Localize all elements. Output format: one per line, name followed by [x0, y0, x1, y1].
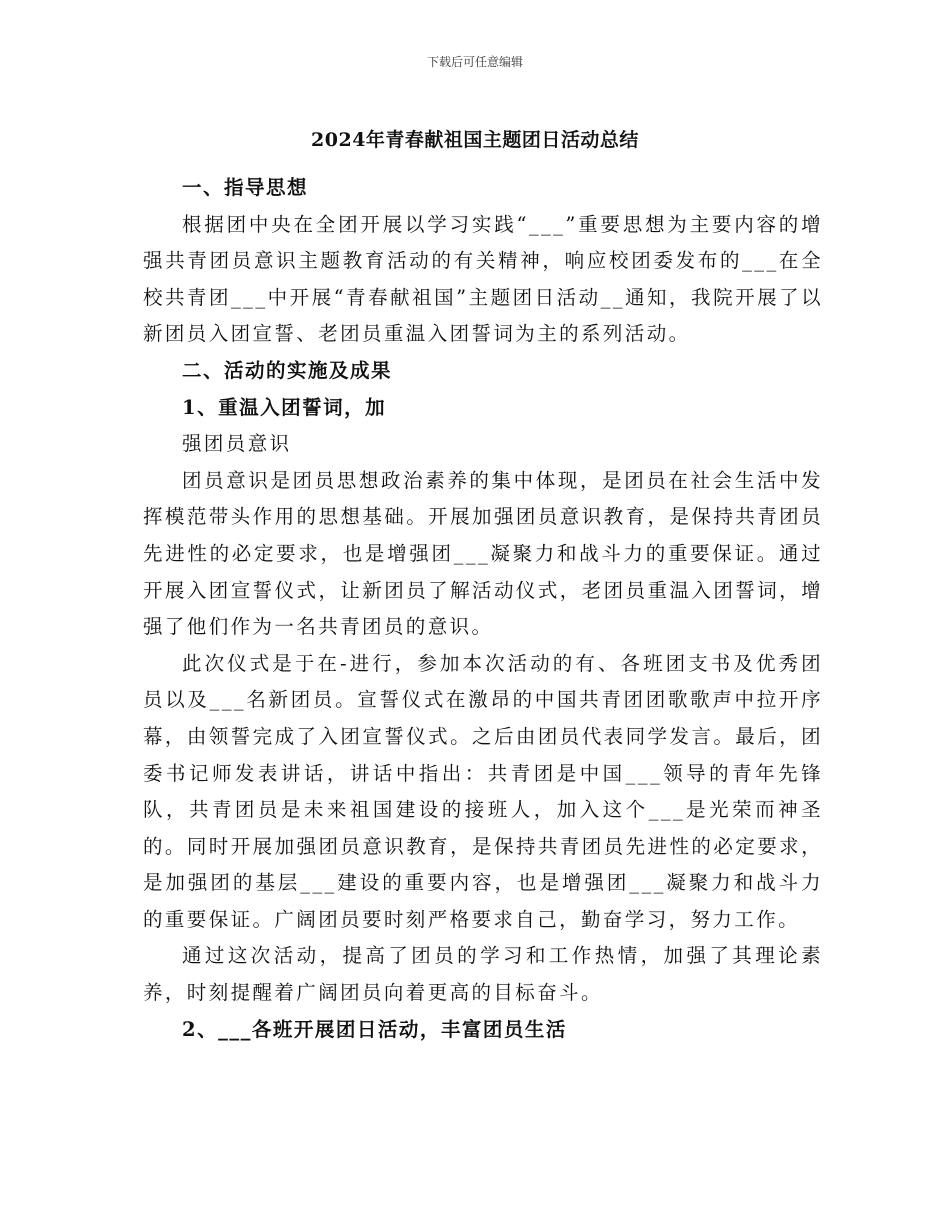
page-header-note: 下载后可任意编辑 — [426, 55, 523, 69]
paragraph-member-awareness: 团员意识是团员思想政治素养的集中体现，是团员在社会生活中发挥模范带头作用的思想基础。开展加强团员意识教育，是保持共青团员先进性的必定要求，也是增强团___凝聚力和战斗力的重要保证。通过开展入团宣誓仪式，让新团员了解活动仪式，老团员重温入团誓词，增强了他们作为一名共青团员的意识。 — [143, 468, 823, 639]
document-body — [143, 170, 823, 1048]
paragraph-guiding-ideology: 根据团中央在全团开展以学习实践“___”重要思想为主要内容的增强共青团员意识主题教育活动的有关精神，响应校团委发布的___在全校共青团___中开展“青春献祖国”主题团日活动__通知，我院开展了以新团员入团宣誓、老团员重温入团誓词为主的系列活动。 — [143, 212, 823, 346]
paragraph-results: 通过这次活动，提高了团员的学习和工作热情，加强了其理论素养，时刻提醒着广阔团员向着更高的目标奋斗。 — [143, 944, 823, 1005]
section-heading-guiding-ideology: 一、指导思想 — [182, 176, 309, 199]
paragraph-ceremony: 此次仪式是于在-进行，参加本次活动的有、各班团支书及优秀团员以及___名新团员。宣誓仪式在激昂的中国共青团团歌歌声中拉开序幕，由领誓完成了入团宣誓仪式。之后由团员代表同学发言。最后，团委书记师发表讲话，讲话中指出：共青团是中国___领导的青年先锋队，共青团员是未来祖国建设的接班人，加入这个___是光荣而神圣的。同时开展加强团员意识教育，是保持共青团员先进性的必定要求，是加强团的基层___建设的重要内容，也是增强团___凝聚力和战斗力的重要保证。广阔团员要时刻严格要求自己，勤奋学习，努力工作。 — [143, 651, 823, 931]
section-heading-implementation: 二、活动的实施及成果 — [182, 358, 393, 382]
document-title: 2024年青春献祖国主题团日活动总结 — [311, 129, 639, 151]
subheading-continuation: 强团员意识 — [182, 432, 292, 456]
subheading-class-activities: 2、___各班开展团日活动，丰富团员生活 — [182, 1017, 567, 1041]
subheading-renew-oath: 1、重温入团誓词，加 — [182, 395, 387, 419]
